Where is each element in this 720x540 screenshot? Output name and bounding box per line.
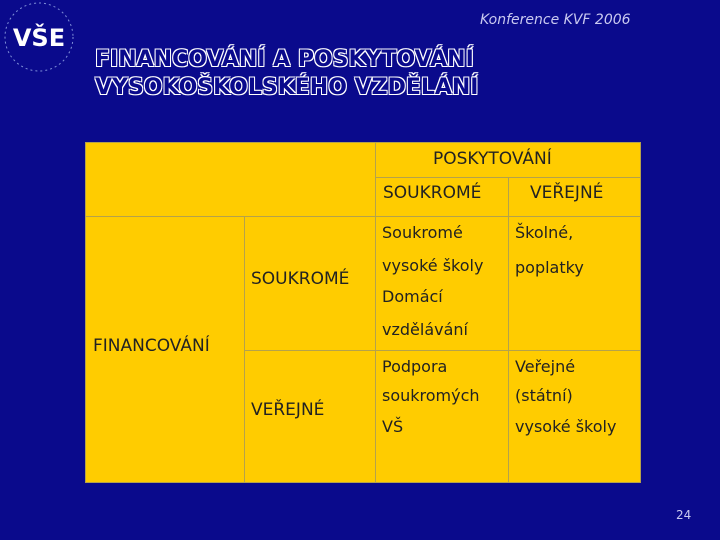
provision-public-header: VEŘEJNÉ — [530, 183, 604, 203]
grid-line — [375, 143, 376, 482]
grid-line — [244, 216, 245, 482]
financing-public-header: VEŘEJNÉ — [251, 400, 325, 420]
provision-private-header: SOUKROMÉ — [383, 183, 482, 203]
cell-public-public — [515, 353, 616, 440]
cell-line: Domácí — [382, 287, 443, 306]
cell-private-public — [515, 219, 584, 281]
cell-line: vysoké školy — [515, 417, 617, 436]
cell-private-private — [382, 219, 483, 343]
cell-line: VŠ — [382, 417, 404, 436]
cell-line: (státní) — [515, 386, 573, 405]
grid-line — [244, 350, 640, 351]
cell-line: Podpora — [382, 357, 448, 376]
cell-line: vysoké školy — [382, 256, 484, 275]
grid-line — [508, 177, 509, 482]
financing-private-header: SOUKROMÉ — [251, 269, 350, 289]
cell-public-private — [382, 353, 480, 440]
cell-line: poplatky — [515, 258, 584, 277]
grid-line — [86, 216, 640, 217]
slide-title — [95, 46, 479, 102]
title-line-2: VYSOKOŠKOLSKÉHO VZDĚLÁNÍ — [95, 75, 479, 100]
cell-line: Školné, — [515, 223, 574, 242]
financing-provision-table — [85, 142, 641, 483]
cell-line: Veřejné — [515, 357, 576, 376]
vse-logo — [2, 0, 76, 74]
title-line-1: FINANCOVÁNÍ A POSKYTOVÁNÍ — [95, 47, 474, 72]
cell-line: Soukromé — [382, 223, 463, 242]
page-number: 24 — [676, 508, 692, 522]
conference-label: Konference KVF 2006 — [480, 12, 631, 28]
cell-line: soukromých — [382, 386, 480, 405]
provision-header: POSKYTOVÁNÍ — [433, 149, 552, 169]
cell-line: vzdělávání — [382, 320, 468, 339]
financing-header: FINANCOVÁNÍ — [93, 336, 210, 356]
logo-mark: VŠE — [12, 24, 66, 52]
